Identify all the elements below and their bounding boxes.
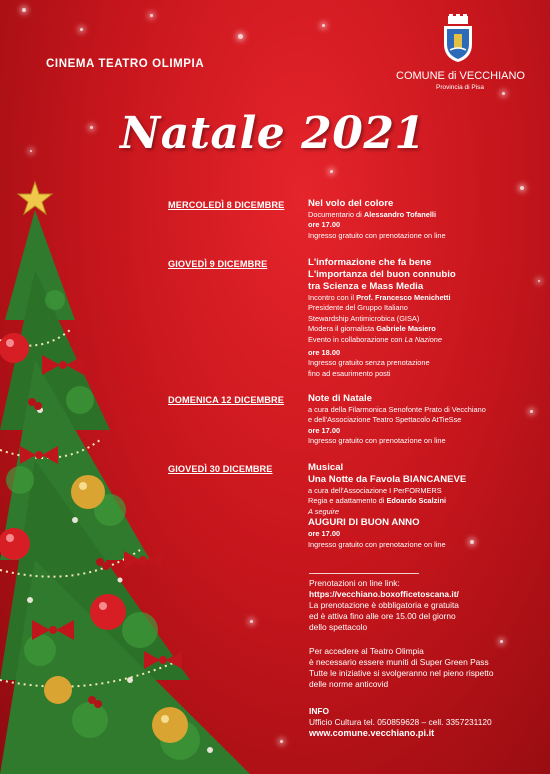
sparkle	[22, 8, 26, 12]
event-line	[308, 496, 518, 506]
event-details	[308, 462, 518, 550]
event-note: Ingresso gratuito senza prenotazione	[308, 358, 430, 368]
event-line	[308, 324, 518, 334]
divider	[309, 573, 419, 574]
sparkle	[90, 126, 93, 129]
event-day: GIOVEDÌ 9 DICEMBRE	[168, 259, 268, 269]
event-day: DOMENICA 12 DICEMBRE	[168, 395, 285, 405]
moderator-name: Gabriele Masiero	[376, 324, 436, 334]
access-line: delle norme anticovid	[309, 679, 389, 689]
partner-name: La Nazione	[404, 334, 442, 344]
event-title: Musical	[308, 462, 344, 473]
event-time: ore 17.00	[308, 220, 341, 230]
contact-info	[309, 706, 539, 739]
website-link[interactable]: www.comune.vecchiano.pi.it	[309, 728, 435, 738]
event-note: fino ad esaurimento posti	[308, 368, 391, 378]
access-line: è necessario essere muniti di Super Green Pass	[309, 657, 489, 667]
event-subtitle: Una Notte da Favola BIANCANEVE	[308, 474, 467, 485]
page-title: Natale 2021	[120, 108, 426, 159]
event-description	[308, 210, 518, 220]
event-line: Stewardship Antimicrobica (GISA)	[308, 313, 420, 323]
sparkle	[238, 34, 243, 39]
sparkle	[280, 740, 283, 743]
a-seguire-label: A seguire	[308, 506, 339, 516]
event-title: Note di Natale	[308, 393, 372, 404]
booking-link[interactable]: https://vecchiano.boxofficetoscana.it/	[309, 589, 459, 599]
line-prefix: Modera il giornalista	[308, 324, 377, 334]
event-line	[308, 335, 518, 345]
event-day: MERCOLEDÌ 8 DICEMBRE	[168, 200, 285, 210]
author-name: Alessandro Tofanelli	[363, 210, 437, 219]
event-subtitle: L'importanza del buon connubio	[308, 269, 456, 280]
booking-label: Prenotazioni on line link:	[309, 578, 400, 588]
sparkle	[330, 170, 333, 173]
booking-line: ed è attiva fino alle ore 15.00 del giorno	[309, 611, 456, 621]
sparkle	[502, 92, 505, 95]
booking-line: La prenotazione è obbligatoria e gratuita	[309, 600, 459, 610]
event-line: a cura della Filarmonica Senofonte Prato di Vecchiano	[308, 405, 486, 414]
speaker-name: Prof. Francesco Menichetti	[356, 293, 451, 302]
event-details	[308, 393, 518, 447]
sparkle	[520, 186, 524, 190]
sparkle	[530, 410, 533, 413]
line-prefix: Incontro con il	[308, 293, 357, 302]
event-line: e dell'Associazione Teatro Spettacolo AtTieSse	[308, 415, 462, 425]
booking-line: dello spettacolo	[309, 622, 368, 632]
event-line	[308, 293, 518, 303]
event-time: ore 18.00	[308, 348, 341, 358]
access-info	[309, 646, 539, 690]
director-name: Edoardo Scalzini	[386, 496, 447, 506]
event-note: Ingresso gratuito con prenotazione on line	[308, 436, 446, 446]
description-prefix: Documentario di	[308, 210, 364, 219]
comune-name: COMUNE di VECCHIANO	[396, 70, 525, 82]
access-line: Tutte le iniziative si svolgeranno nel pieno rispetto	[309, 668, 494, 678]
event-details	[308, 257, 518, 379]
venue-name: CINEMA TEATRO OLIMPIA	[46, 58, 205, 70]
event-line: Presidente del Gruppo Italiano	[308, 303, 408, 313]
access-line: Per accedere al Teatro Olimpia	[309, 646, 424, 656]
sparkle	[500, 640, 503, 643]
christmas-tree-illustration	[0, 180, 260, 774]
event-day: GIOVEDÌ 30 DICEMBRE	[168, 464, 273, 474]
sparkle	[30, 150, 32, 152]
sparkle	[80, 28, 83, 31]
coat-of-arms-icon	[440, 14, 476, 64]
sparkle	[150, 14, 153, 17]
event-details	[308, 198, 518, 241]
info-label: INFO	[309, 706, 330, 716]
event-note: Ingresso gratuito con prenotazione on line	[308, 539, 446, 549]
event-subtitle: AUGURI DI BUON ANNO	[308, 517, 420, 529]
event-time: ore 17.00	[308, 529, 341, 539]
event-title: L'informazione che fa bene	[308, 257, 432, 268]
info-phone: Ufficio Cultura tel. 050859628 – cell. 3357231120	[309, 717, 492, 727]
event-title: Nel volo del colore	[308, 198, 394, 209]
line-prefix: Evento in collaborazione con	[308, 334, 405, 344]
line-prefix: Regia e adattamento di	[308, 496, 387, 506]
booking-info	[309, 578, 539, 633]
event-line: a cura dell'Associazione I PerFORMERS	[308, 486, 442, 495]
event-subtitle: tra Scienza e Mass Media	[308, 281, 424, 292]
sparkle	[538, 280, 540, 282]
sparkle	[322, 24, 325, 27]
event-time: ore 17.00	[308, 425, 341, 435]
provincia-name: Provincia di Pisa	[436, 84, 485, 91]
event-note: Ingresso gratuito con prenotazione on line	[308, 230, 446, 240]
